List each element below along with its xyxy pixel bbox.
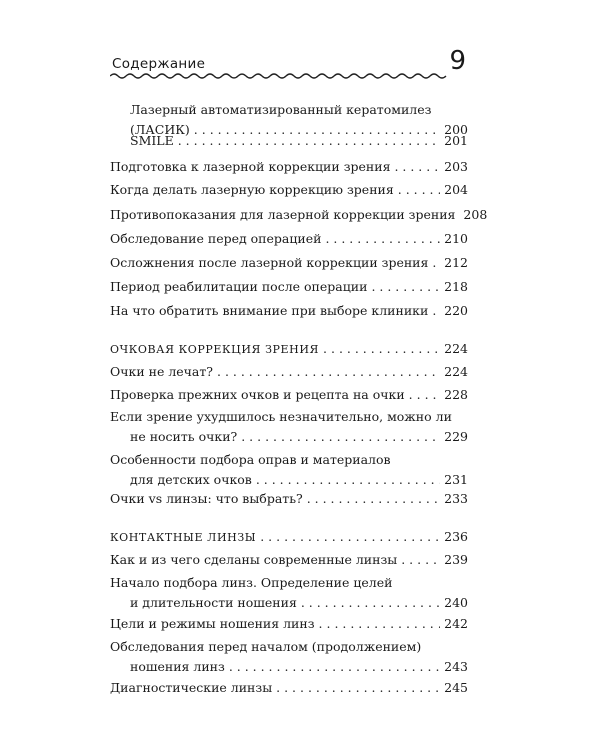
toc-entry[interactable] xyxy=(110,550,468,570)
toc-entry-title: Осложнения после лазерной коррекции зрения xyxy=(110,255,429,270)
leader-dots xyxy=(325,229,440,249)
leader-dots xyxy=(301,593,440,613)
toc-entry-title: Начало подбора линз. Определение целей xyxy=(110,575,393,590)
toc-entry[interactable] xyxy=(110,678,468,698)
toc-entry-title-cont: ношения линз xyxy=(130,659,225,674)
leader-dots xyxy=(323,339,440,359)
toc-entry-title: SMILE xyxy=(130,133,174,148)
toc-entry-title-cont: для детских очков xyxy=(130,472,252,487)
leader-dots xyxy=(394,157,440,177)
toc-entry[interactable] xyxy=(110,385,468,405)
toc-entry-title: Как и из чего сделаны современные линзы xyxy=(110,552,398,567)
toc-entry-title: Обследования перед началом (продолжением) xyxy=(110,639,422,654)
toc-entry-page: 200 xyxy=(444,122,468,137)
leader-dots xyxy=(398,180,440,200)
toc-entry[interactable] xyxy=(110,637,468,677)
toc-entry-title: Противопоказания для лазерной коррекции зрения xyxy=(110,207,456,222)
leader-dots xyxy=(260,527,440,547)
toc-entry[interactable] xyxy=(110,157,468,177)
toc-entry[interactable] xyxy=(110,489,468,509)
toc-entry-title: Подготовка к лазерной коррекции зрения xyxy=(110,159,391,174)
toc-entry-title: Когда делать лазерную коррекцию зрения xyxy=(110,182,394,197)
toc-entry[interactable] xyxy=(110,573,468,613)
leader-dots xyxy=(256,470,440,490)
leader-dots xyxy=(401,550,440,570)
toc-entry-page: 228 xyxy=(444,387,468,402)
leader-dots xyxy=(371,277,440,297)
toc-entry-page: 231 xyxy=(444,472,468,487)
leader-dots xyxy=(217,362,440,382)
toc-entry-title: Период реабилитации после операции xyxy=(110,279,368,294)
toc-entry[interactable] xyxy=(110,450,468,490)
toc-entry[interactable] xyxy=(110,277,468,297)
toc-entry-page: 229 xyxy=(444,429,468,444)
toc-entry-page: 204 xyxy=(444,182,468,197)
toc-entry-page: 240 xyxy=(444,595,468,610)
toc-entry-title: Проверка прежних очков и рецепта на очки xyxy=(110,387,405,402)
toc-entry-page: 210 xyxy=(444,231,468,246)
toc-entry-page: 242 xyxy=(444,616,468,631)
toc-entry-page: 218 xyxy=(444,279,468,294)
toc-entry-page: 245 xyxy=(444,680,468,695)
toc-entry-page: 203 xyxy=(444,159,468,174)
leader-dots xyxy=(229,657,440,677)
toc-entry-title: Диагностические линзы xyxy=(110,680,273,695)
header-title: Содержание xyxy=(112,56,206,72)
toc-section-glasses[interactable] xyxy=(110,339,468,360)
toc-entry-title: Цели и режимы ношения линз xyxy=(110,616,315,631)
toc-entry-title-cont: и длительности ношения xyxy=(130,595,297,610)
toc-entry-page: 224 xyxy=(444,341,468,356)
toc-entry-title: Если зрение ухудшилось незначительно, можно ли xyxy=(110,409,452,424)
leader-dots xyxy=(307,489,440,509)
toc-entry-page: 201 xyxy=(444,133,468,148)
toc-entry-page: 212 xyxy=(444,255,468,270)
toc-entry-page: 224 xyxy=(444,364,468,379)
leader-dots xyxy=(432,253,440,273)
toc-entry[interactable] xyxy=(110,205,488,225)
toc-entry[interactable] xyxy=(110,407,468,447)
toc-entry-title: Лазерный автоматизированный кератомилез xyxy=(130,102,432,117)
leader-dots xyxy=(178,131,440,151)
toc-entry-title-cont: не носить очки? xyxy=(130,429,238,444)
toc-entry[interactable] xyxy=(110,614,468,634)
toc-entry-title-cont: (ЛАСИК) xyxy=(130,122,190,137)
leader-dots xyxy=(276,678,440,698)
toc-entry[interactable] xyxy=(110,301,468,321)
toc-section-title: ОЧКОВАЯ КОРРЕКЦИЯ ЗРЕНИЯ xyxy=(110,343,320,356)
toc-entry-title: Особенности подбора оправ и материалов xyxy=(110,452,391,467)
toc-entry-title: Очки vs линзы: что выбрать? xyxy=(110,491,303,506)
toc-entry-page: 236 xyxy=(444,529,468,544)
toc-section-title: КОНТАКТНЫЕ ЛИНЗЫ xyxy=(110,531,257,544)
toc-entry-title: Обследование перед операцией xyxy=(110,231,322,246)
toc-entry-page: 243 xyxy=(444,659,468,674)
toc-entry[interactable] xyxy=(110,180,468,200)
toc-entry-smile[interactable] xyxy=(130,131,468,151)
toc-entry[interactable] xyxy=(110,253,468,273)
leader-dots xyxy=(409,385,440,405)
toc-entry-page: 239 xyxy=(444,552,468,567)
page-number: 9 xyxy=(449,46,466,76)
toc-entry-page: 208 xyxy=(463,207,488,222)
toc-entry-page: 233 xyxy=(444,491,468,506)
toc-entry[interactable] xyxy=(110,362,468,382)
toc-entry-page: 220 xyxy=(444,303,468,318)
leader-dots xyxy=(319,614,441,634)
leader-dots xyxy=(432,301,440,321)
leader-dots xyxy=(241,427,440,447)
toc-entry-title: На что обратить внимание при выборе клиники xyxy=(110,303,429,318)
toc-section-lenses[interactable] xyxy=(110,527,468,548)
toc-entry[interactable] xyxy=(110,229,468,249)
toc-entry-title: Очки не лечат? xyxy=(110,364,214,379)
